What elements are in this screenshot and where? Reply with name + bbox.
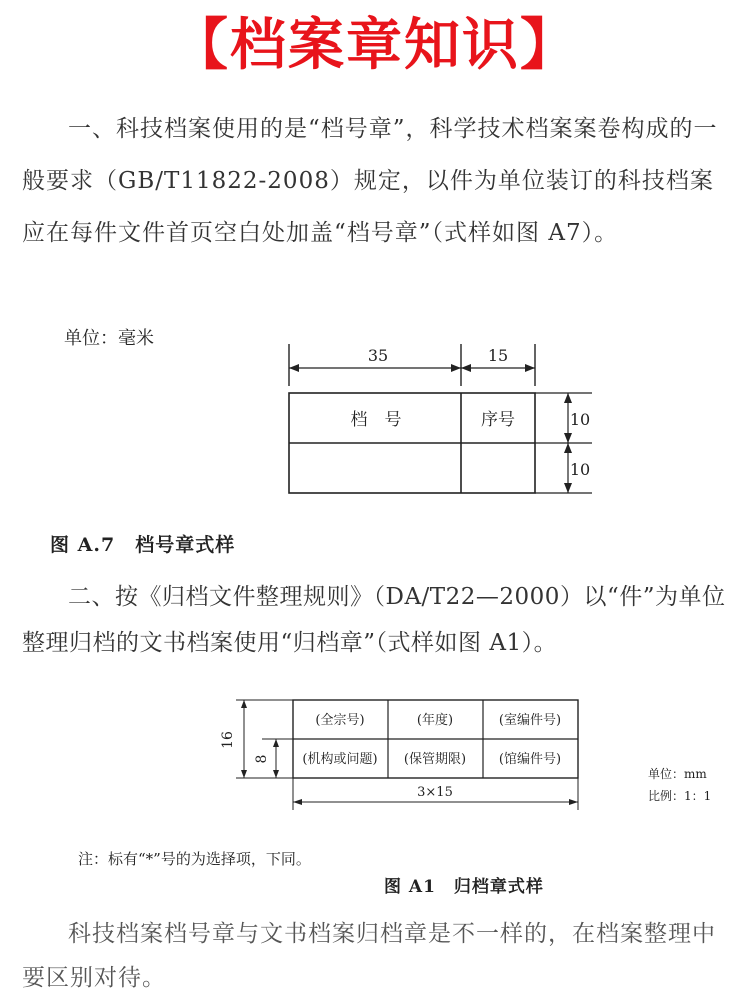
cell-fonds-no: (全宗号) [315,713,365,728]
dim-height-bottom: 10 [569,460,591,479]
dim-height-top: 10 [569,410,591,429]
cell-sequence-no: 序号 [481,410,515,430]
figure-a1-unit: 单位：mm [648,767,707,781]
dim-height-row: 8 [254,754,270,764]
dim-width: 3×15 [417,785,453,800]
cell-archive-no: 档 号 [350,410,402,430]
figure-a7-stamp-diagram [0,330,750,530]
figure-a1-note: 注：标有“*”号的为选择项，下同。 [78,850,311,868]
figure-a7-caption: 图 A.7 档号章式样 [50,534,236,556]
figure-a7-unit: 单位：毫米 [64,328,154,349]
page-title: 【档案章知识】 [172,13,578,78]
dim-width-left: 35 [367,346,389,365]
paragraph-document-archive: 二、按《归档文件整理规则》（DA/T22—2000）以“件”为单位整理归档的文书档案使用“归档章”（式样如图 A1）。 [22,584,726,656]
cell-retention-period: (保管期限) [403,752,467,767]
dim-height-total: 16 [220,731,236,749]
cell-year: (年度) [416,713,454,728]
dim-width-right: 15 [487,346,509,365]
paragraph-conclusion: 科技档案档号章与文书档案归档章是不一样的，在档案整理中要区别对待。 [22,921,716,991]
cell-organization: (机构或问题) [302,752,378,767]
paragraph-tech-archive: 一、科技档案使用的是“档号章”，科学技术档案案卷构成的一般要求（GB/T11822-2008）规定，以件为单位装订的科技档案应在每件文件首页空白处加盖“档号章”（式样如图 A7）。 [22,116,718,246]
figure-a1-stamp-diagram [0,690,750,820]
figure-a1-scale: 比例：1：1 [648,789,712,803]
figure-a1-caption: 图 A1 归档章式样 [384,877,544,897]
cell-office-item-no: (室编件号) [498,713,562,728]
cell-archive-item-no: (馆编件号) [498,752,562,767]
